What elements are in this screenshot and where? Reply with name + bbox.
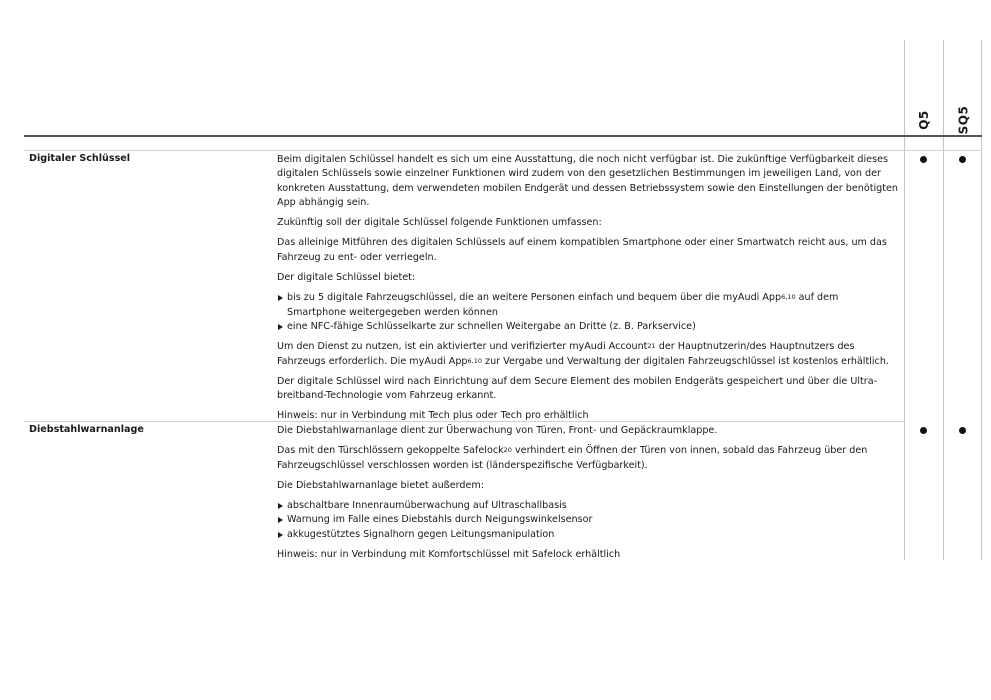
bullet-list xyxy=(277,291,900,334)
bullet-list xyxy=(277,499,900,542)
column-header-q5 xyxy=(905,95,943,135)
availability-dot-sq5 xyxy=(959,427,966,434)
feature-label-alarm: Diebstahlwarnanlage xyxy=(29,424,144,435)
header-rule xyxy=(24,135,982,137)
list-item: eine NFC-fähige Schlüsselkarte zur schnellen Weitergabe an Dritte (z. B. Parkservice) xyxy=(277,320,900,334)
availability-dot-q5 xyxy=(920,427,927,434)
list-item: Warnung im Falle eines Diebstahls durch Neigungswinkelsensor xyxy=(277,513,900,527)
note: Hinweis: nur in Verbindung mit Komfortschlüssel mit Safelock erhältlich xyxy=(277,549,621,561)
paragraph: Die Diebstahlwarnanlage dient zur Überwachung von Türen, Front- und Gepäckraumklappe. xyxy=(277,425,718,436)
list-item: abschaltbare Innenraumüberwachung auf Ultraschallbasis xyxy=(277,499,900,513)
paragraph: Um den Dienst zu nutzen, ist ein aktivierter und verifizierter myAudi Account$^{21}$ der Hauptnutzerin/des Hauptnutzers des Fahrzeugs erforderlich. Die myAudi App$^{6,10}$ zur Vergabe und Verwaltung der digitalen Fahrzeugschlüssel ist kostenlos erhältlich. xyxy=(277,341,889,367)
paragraph: Das alleinige Mitführen des digitalen Schlüssels auf einem kompatiblen Smartphone oder einer Smartwatch reicht aus, um das Fahrzeug zu ent- oder verriegeln. xyxy=(277,237,887,263)
paragraph: Zukünftig soll der digitale Schlüssel folgende Funktionen umfassen: xyxy=(277,217,602,229)
row-divider xyxy=(24,150,982,151)
availability-dot-q5 xyxy=(920,156,927,163)
column-header-sq5-label: SQ5 xyxy=(955,105,970,135)
list-item: akkugestütztes Signalhorn gegen Leitungsmanipulation xyxy=(277,528,900,542)
feature-description-alarm xyxy=(277,424,900,568)
column-header-q5-label: Q5 xyxy=(917,110,931,130)
note: Hinweis: nur in Verbindung mit Tech plus oder Tech pro erhältlich xyxy=(277,410,589,422)
availability-dot-sq5 xyxy=(959,156,966,163)
paragraph: Der digitale Schlüssel wird nach Einrichtung auf dem Secure Element des mobilen Endgeräts gespeichert und über die Ultra-breitband-Technologie vom Fahrzeug erkannt. xyxy=(277,375,878,402)
paragraph: Der digitale Schlüssel bietet: xyxy=(277,272,416,284)
feature-description-digital-key xyxy=(277,153,900,430)
paragraph: Beim digitalen Schlüssel handelt es sich um eine Ausstattung, die noch nicht verfügbar ist. Die zukünftige Verfügbarkeit dieses digitalen Schlüssels sowie einzelner Funktionen wird zudem von den gesetzlichen Bestimmungen im jeweiligen Land, von der konkreten Ausstattung, dem verwendeten mobilen Endgerät und dessen Betriebssystem sowie den Einstellungen der benötigten App abhängig sein. xyxy=(277,154,898,208)
column-header-sq5 xyxy=(944,95,982,135)
list-item: bis zu 5 digitale Fahrzeugschlüssel, die an weitere Personen einfach und bequem über die myAudi App$^{6,10}$ auf dem Smartphone weitergegeben werden können xyxy=(277,291,900,320)
paragraph: Die Diebstahlwarnanlage bietet außerdem: xyxy=(277,479,484,491)
feature-label-digital-key: Digitaler Schlüssel xyxy=(29,153,131,164)
paragraph: Das mit den Türschlössern gekoppelte Safelock$^{20}$ verhindert ein Öffnen der Türen von innen, sobald das Fahrzeug über den Fahrzeugschlüssel verschlossen worden ist (länderspezifische Verfügbarkeit). xyxy=(277,445,868,471)
